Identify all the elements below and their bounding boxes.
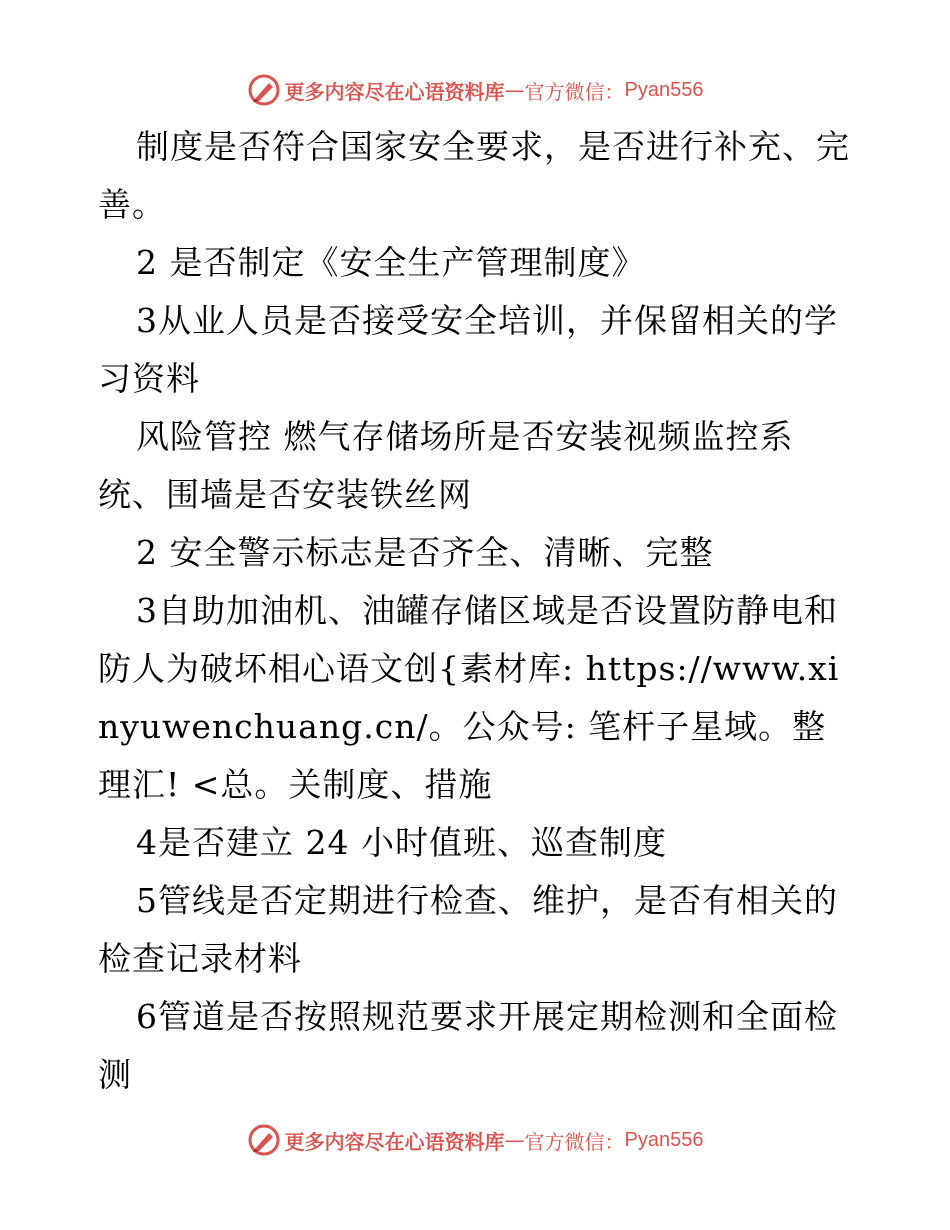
paragraph-4: 风险管控 燃气存储场所是否安装视频监控系统、围墙是否安装铁丝网 xyxy=(98,417,794,514)
paragraph-3: 3从业人员是否接受安全培训，并保留相关的学习资料 xyxy=(98,301,838,398)
banner-dash: — xyxy=(504,1128,525,1152)
banner-dash: — xyxy=(504,78,525,102)
banner-wechat-label: 官方微信： xyxy=(524,79,625,104)
pen-circle-icon xyxy=(247,1123,281,1157)
banner-wechat-label: 官方微信： xyxy=(524,1129,625,1154)
pen-circle-icon xyxy=(247,73,281,107)
paragraph-8: 5管线是否定期进行检查、维护，是否有相关的检查记录材料 xyxy=(98,881,838,978)
paragraph-6: 3自助加油机、油罐存储区域是否设置防静电和防人为破坏相心语文创{素材库: https://www.xinyuwenchuang.cn/。公众号: 笔杆子星域。整理汇! <总。关制度、措施 xyxy=(98,591,840,804)
banner-title: 更多内容尽在心语资料库 xyxy=(284,79,505,104)
paragraph-2: 2 是否制定《安全生产管理制度》 xyxy=(136,243,646,282)
banner-wechat-id: Pyan556 xyxy=(624,1128,704,1151)
header-banner xyxy=(0,68,950,112)
paragraph-1: 制度是否符合国家安全要求，是否进行补充、完善。 xyxy=(98,127,850,224)
paragraph-7: 4是否建立 24 小时值班、巡查制度 xyxy=(136,823,667,862)
banner-title: 更多内容尽在心语资料库 xyxy=(284,1129,505,1154)
paragraph-9: 6管道是否按照规范要求开展定期检测和全面检测 xyxy=(98,997,838,1094)
footer-banner xyxy=(0,1118,950,1162)
banner-wechat-id: Pyan556 xyxy=(624,78,704,101)
document-body xyxy=(98,118,858,1104)
paragraph-5: 2 安全警示标志是否齐全、清晰、完整 xyxy=(136,533,714,572)
